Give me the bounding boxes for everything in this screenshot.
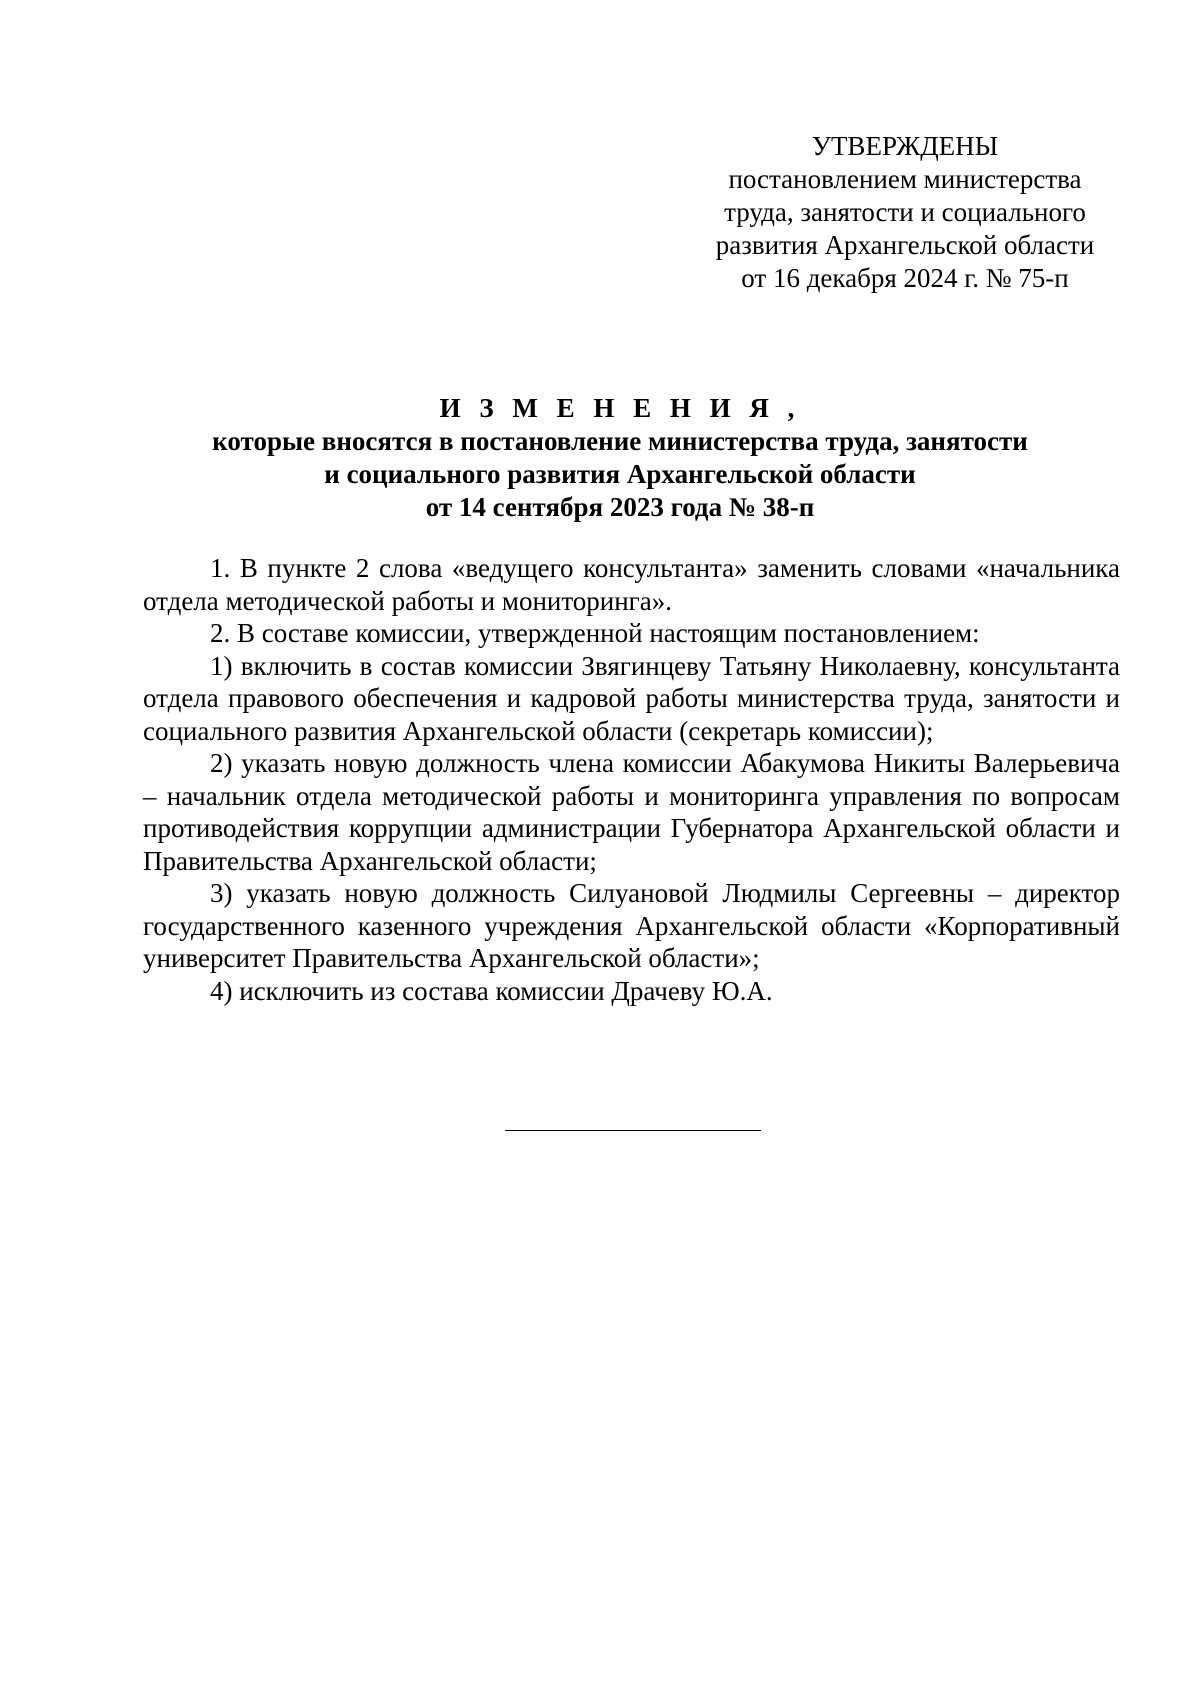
approval-line: УТВЕРЖДЕНЫ — [811, 131, 999, 161]
document-title-block — [140, 392, 1100, 524]
end-separator-line — [505, 1130, 761, 1131]
body-paragraph: 1. В пункте 2 слова «ведущего консультанта» заменить словами «начальника отдела методической работы и мониторинга». — [143, 553, 1120, 616]
approval-line: от 16 декабря 2024 г. № 75-п — [741, 263, 1069, 293]
body-paragraph: 1) включить в состав комиссии Звягинцеву Татьяну Николаевну, консультанта отдела правового обеспечения и кадровой работы министерства труда, занятости и социального развития Архангельской области (секретарь комиссии); — [143, 650, 1120, 746]
document-body — [143, 552, 1120, 1007]
document-title-subtitle-line: от 14 сентября 2023 года № 38-п — [425, 492, 815, 522]
approval-line: постановлением министерства — [728, 164, 1082, 194]
body-paragraph: 2) указать новую должность члена комиссии Абакумова Никиты Валерьевича – начальник отдела методической работы и мониторинга управления по вопросам противодействия коррупции администрации Губернатора Архангельской области и Правительства Архангельской области; — [143, 748, 1120, 876]
body-paragraph: 4) исключить из состава комиссии Драчеву Ю.А. — [210, 975, 773, 1006]
approval-line: труда, занятости и социального — [724, 197, 1086, 227]
document-title-subtitle-line: которые вносятся в постановление министерства труда, занятости — [212, 426, 1028, 456]
body-paragraph: 3) указать новую должность Силуановой Людмилы Сергеевны – директор государственного казенного учреждения Архангельской области «Корпоративный университет Правительства Архангельской области»; — [143, 878, 1120, 973]
document-title-heading: И З М Е Н Е Н И Я , — [439, 393, 801, 423]
approval-line: развития Архангельской области — [715, 230, 1095, 260]
body-paragraph: 2. В составе комиссии, утвержденной настоящим постановлением: — [210, 618, 980, 648]
document-title-subtitle-line: и социального развития Архангельской области — [324, 459, 916, 489]
approval-stamp-block — [690, 130, 1120, 295]
